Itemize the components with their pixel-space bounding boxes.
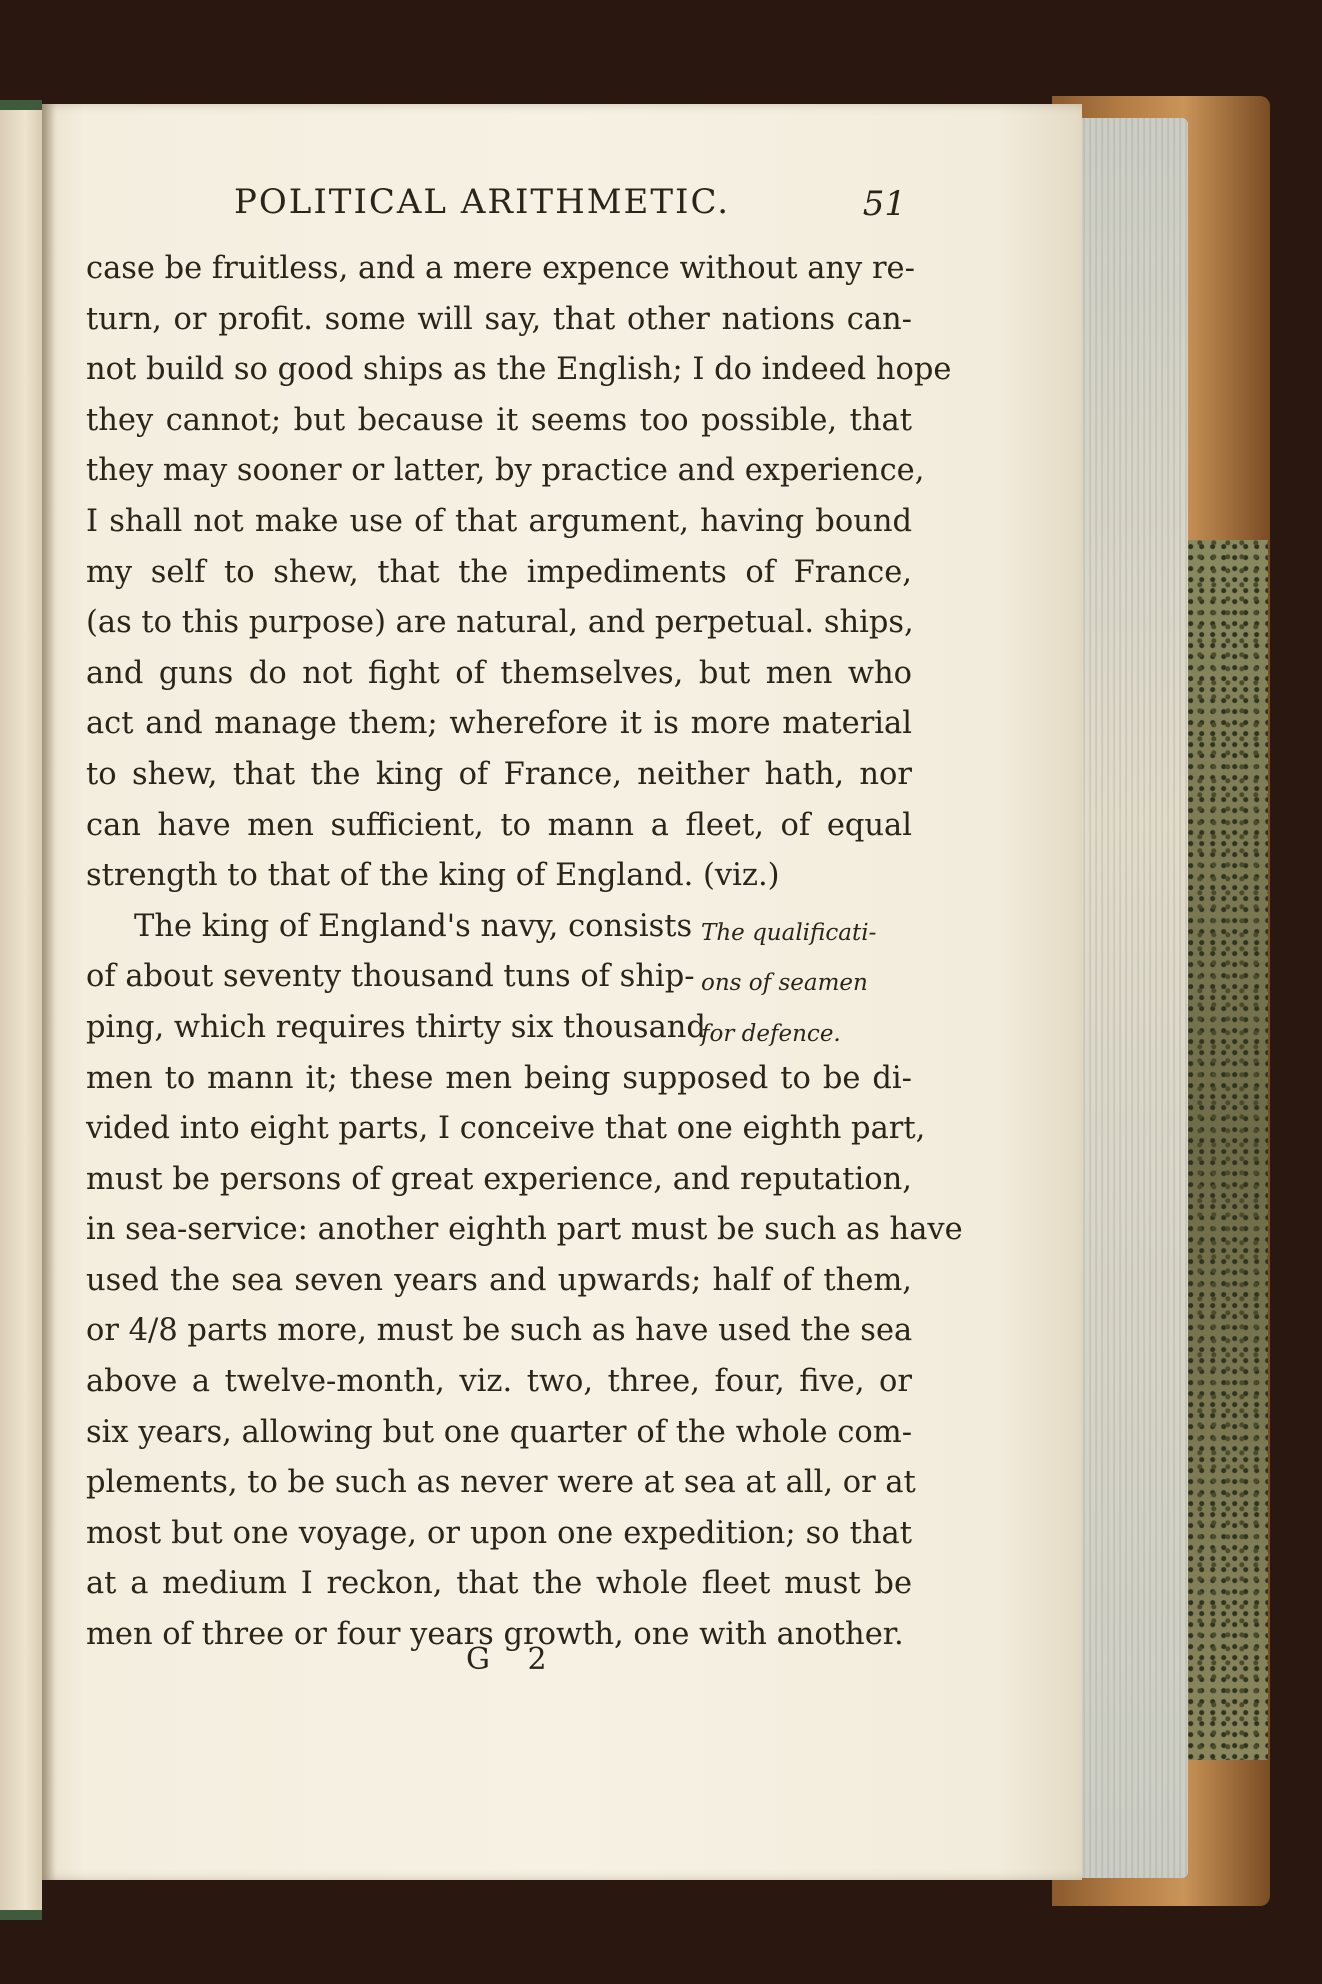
text-line: most but one voyage, or upon one expedition; so that: [86, 1515, 912, 1551]
paragraph-2: [86, 902, 963, 1661]
page-fore-edge: [1068, 118, 1188, 1878]
page-body: [86, 244, 963, 1661]
signature-mark: G 2: [466, 1642, 561, 1677]
text-line: strength to that of the king of England. (viz.): [86, 858, 780, 894]
text-line: and guns do not fight of themselves, but men who: [86, 655, 912, 691]
running-head: [188, 182, 906, 234]
text-line: my self to shew, that the impediments of France,: [86, 554, 912, 590]
text-line: men to mann it; these men being supposed to be di-: [86, 1060, 912, 1096]
text-line: can have men sufficient, to mann a fleet, of equal: [86, 807, 912, 843]
text-line: turn, or profit. some will say, that other nations can-: [86, 301, 912, 337]
marbled-board: [1180, 540, 1268, 1760]
text-line: men of three or four years growth, one with another.: [86, 1617, 904, 1653]
marginal-note-line: ons of seamen: [701, 970, 868, 997]
text-line: act and manage them; wherefore it is more material: [86, 706, 912, 742]
page-gutter-shadow: [42, 104, 56, 1880]
text-line: used the sea seven years and upwards; half of them,: [86, 1262, 912, 1298]
text-line: not build so good ships as the English; I do indeed hope: [86, 352, 952, 388]
facing-page-edge: [0, 100, 42, 1920]
text-line: plements, to be such as never were at sea at all, or at: [86, 1465, 916, 1501]
text-line: at a medium I reckon, that the whole fleet must be: [86, 1566, 912, 1602]
text-line: ping, which requires thirty six thousand: [86, 1009, 706, 1045]
text-line: to shew, that the king of France, neither hath, nor: [86, 756, 912, 792]
text-line: or 4/8 parts more, must be such as have used the sea: [86, 1313, 913, 1349]
paragraph-1: [86, 244, 952, 902]
text-line: above a twelve-month, viz. two, three, four, five, or: [86, 1364, 912, 1400]
text-line: of about seventy thousand tuns of ship-: [86, 959, 695, 995]
text-line: they may sooner or latter, by practice and experience,: [86, 453, 925, 489]
text-line: six years, allowing but one quarter of the whole com-: [86, 1414, 912, 1450]
marginal-note-line: for defence.: [701, 1020, 841, 1047]
text-line: I shall not make use of that argument, having bound: [86, 503, 912, 539]
page-number: 51: [862, 184, 906, 224]
running-title: POLITICAL ARITHMETIC.: [234, 182, 731, 222]
text-line: case be fruitless, and a mere expence without any re-: [86, 251, 915, 286]
text-line: (as to this purpose) are natural, and perpetual. ships,: [86, 605, 914, 641]
text-line: must be persons of great experience, and reputation,: [86, 1161, 912, 1197]
text-line: vided into eight parts, I conceive that one eighth part,: [86, 1111, 926, 1147]
marginal-note-line: The qualificati-: [701, 919, 877, 946]
marginal-note: [701, 908, 925, 1060]
text-line: they cannot; but because it seems too possible, that: [86, 402, 912, 438]
text-line: in sea-service: another eighth part must be such as have: [86, 1212, 963, 1248]
text-line: The king of England's navy, consists: [134, 908, 693, 944]
